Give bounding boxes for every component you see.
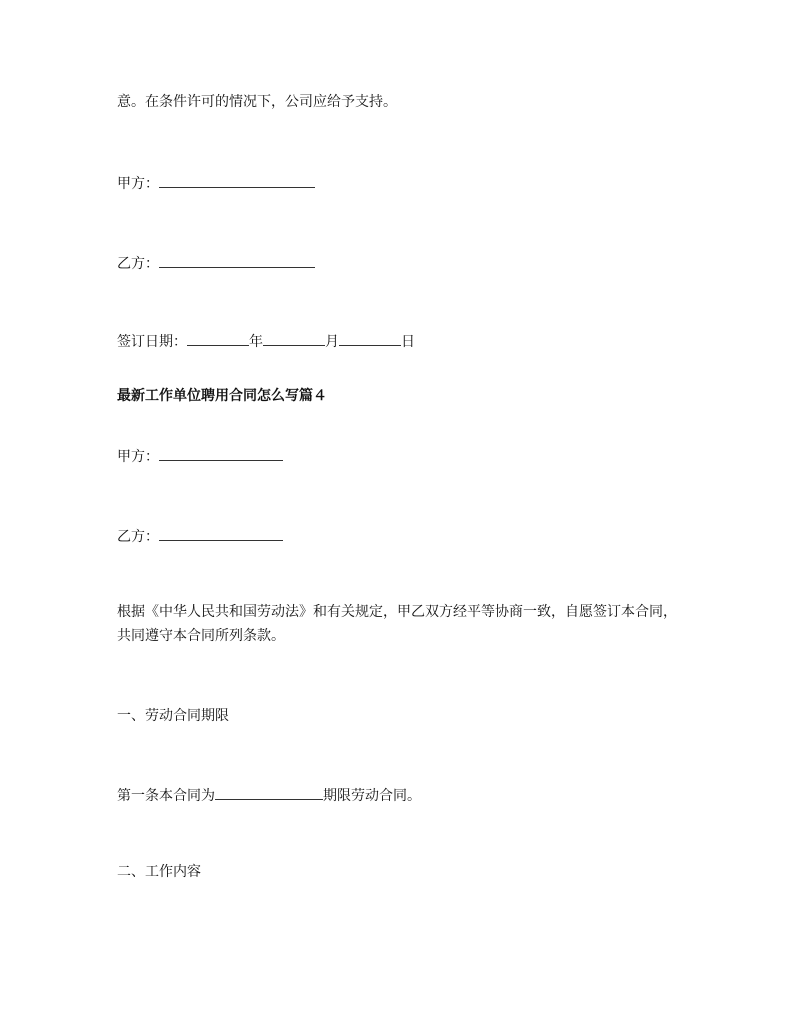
term-blank — [215, 786, 323, 800]
year-label: 年 — [249, 334, 263, 350]
article-1 — [117, 784, 421, 808]
party-b-label: 乙方： — [117, 529, 159, 545]
chapter-1-heading: 一、劳动合同期限 — [117, 708, 229, 724]
day-label: 日 — [401, 334, 415, 350]
party-a-label: 甲方： — [117, 176, 159, 192]
month-blank — [263, 332, 325, 346]
day-blank — [339, 332, 401, 346]
section-title: 最新工作单位聘用合同怎么写篇４ — [117, 388, 327, 404]
party-a-line-2 — [117, 445, 283, 469]
party-b-blank — [159, 527, 283, 541]
party-a-blank — [159, 447, 283, 461]
signing-date-line — [117, 330, 415, 354]
party-b-line-2 — [117, 525, 283, 549]
paragraph-intro-tail: 意。在条件许可的情况下，公司应给予支持。 — [117, 94, 397, 110]
party-b-label: 乙方： — [117, 256, 159, 272]
month-label: 月 — [325, 334, 339, 350]
party-a-line-1 — [117, 172, 315, 196]
year-blank — [187, 332, 249, 346]
party-a-label: 甲方： — [117, 449, 159, 465]
date-label: 签订日期： — [117, 334, 187, 350]
party-b-blank — [159, 254, 315, 268]
article-1-suffix: 期限劳动合同。 — [323, 788, 421, 804]
party-b-line-1 — [117, 252, 315, 276]
preamble-paragraph: 根据《中华人民共和国劳动法》和有关规定，甲乙双方经平等协商一致，自愿签订本合同，共同遵守本合同所列条款。 — [117, 604, 677, 644]
chapter-2-heading: 二、工作内容 — [117, 864, 201, 880]
party-a-blank — [159, 174, 315, 188]
article-1-prefix: 第一条本合同为 — [117, 788, 215, 804]
